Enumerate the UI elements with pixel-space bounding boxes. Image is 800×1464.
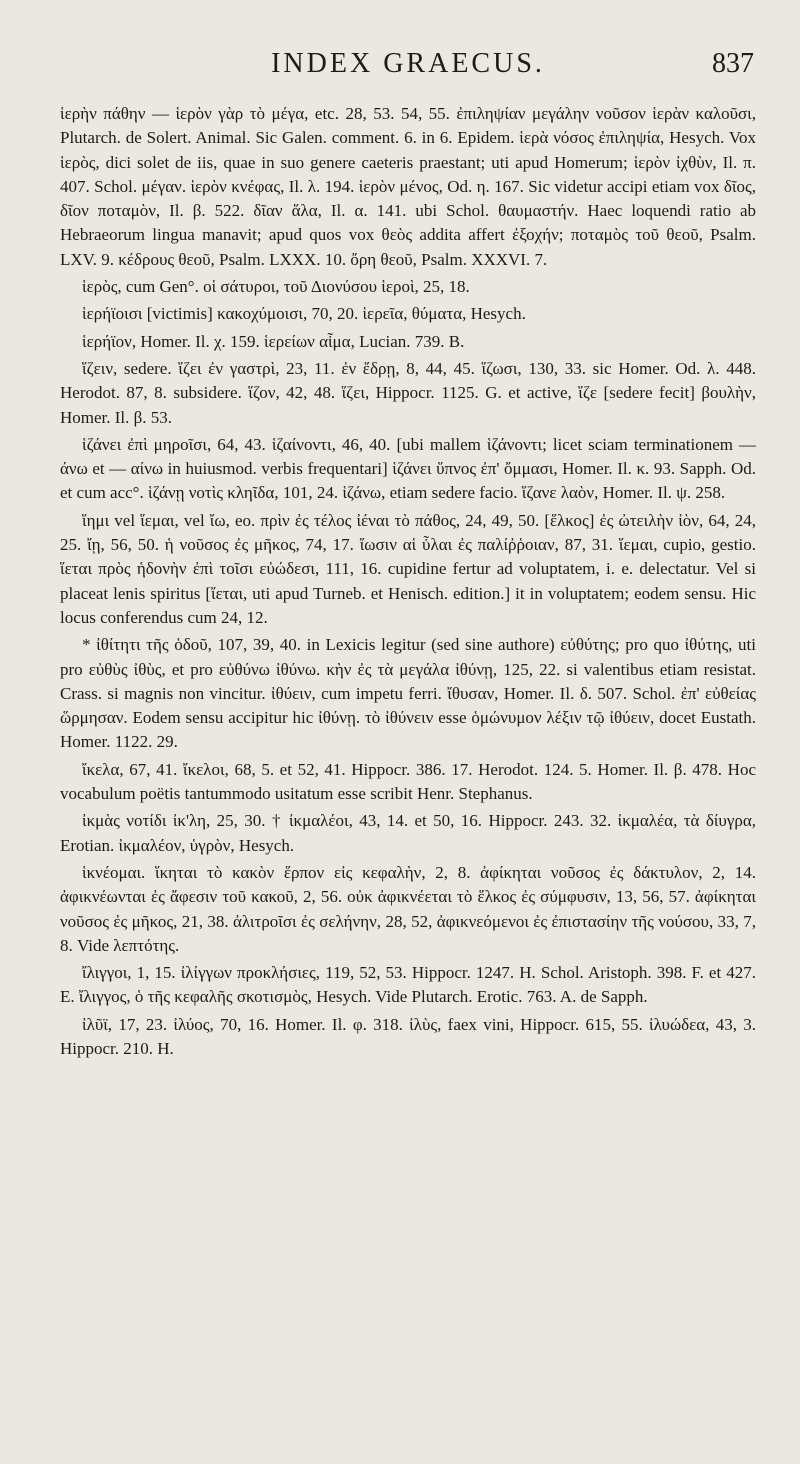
index-entry: ἴλιγγοι, 1, 15. ἰλίγγων προκλήσιες, 119, 52, 53. Hippocr. 1247. H. Schol. Aristoph. 398. F. et 427. E. ἴλιγγος, ὁ τῆς κεφαλῆς σκοτισμὸς, Hesych. Vide Plutarch. Erotic. 763. A. de Sapph.: [60, 963, 756, 1007]
index-entry: ἵζειν, sedere. ἵζει ἐν γαστρὶ, 23, 11. ἐν ἕδρῃ, 8, 44, 45. ἵζωσι, 130, 33. sic Homer. Od. λ. 448. Herodot. 87, 8. subsidere. ἵζον, 42, 48. ἵζει, Hippocr. 1125. G. et active, ἵζε [sedere fecit] βουλὴν, Homer. Il. β. 53.: [60, 358, 756, 427]
page-number: 837: [712, 48, 754, 79]
index-entry: ἱερήϊοισι [victimis] κακοχύμοισι, 70, 20. ἱερεῖα, θύματα, Hesych.: [82, 304, 526, 324]
running-header: [60, 44, 756, 90]
index-entry: ἱκνέομαι. ἵκηται τὸ κακὸν ἕρπον εἰς κεφαλὴν, 2, 8. ἀφίκηται νοῦσος ἐς δάκτυλον, 2, 14. ἀφικνέωνται ἐς ἄφεσιν τοῦ κακοῦ, 2, 56. οὐκ ἀφικνέεται τὸ ἕλκος ἐς σύμφυσιν, 13, 56, 57. ἀφίκηται νοῦσος ἐς μῆκος, 21, 38. ἀλιτροῖσι ἐς σελήνην, 28, 52, ἀφικνεόμενοι ἐς ἐπιστασίην τῆς νούσου, 33, 7, 8. Vide λεπτότης.: [60, 862, 756, 955]
index-entry: ἰκμὰς νοτίδι ἰκ'λη, 25, 30. † ἰκμαλέοι, 43, 14. et 50, 16. Hippocr. 243. 32. ἰκμαλέα, τὰ δίυγρα, Erotian. ἰκμαλέον, ὑγρὸν, Hesych.: [60, 811, 756, 855]
index-entry: ἰλῦϊ, 17, 23. ἰλύος, 70, 16. Homer. Il. φ. 318. ἰλὺς, faex vini, Hippocr. 615, 55. ἰλυώδεα, 43, 3. Hippocr. 210. H.: [60, 1014, 756, 1058]
index-entry: ἱζάνει ἐπὶ μηροῖσι, 64, 43. ἱζαίνοντι, 46, 40. [ubi mallem ἱζάνοντι; licet sciam terminationem — άνω et — αίνω in huiusmod. verbis frequentari] ἱζάνει ὕπνος ἐπ' ὄμμασι, Homer. Il. κ. 93. Sapph. Od. et cum acc°. ἱζάνῃ νοτὶς κληῖδα, 101, 24. ἱζάνω, etiam sedere facio. ἵζανε λαὸν, Homer. Il. ψ. 258.: [60, 434, 756, 503]
index-entries: [60, 102, 756, 1061]
index-entry: ἵημι vel ἵεμαι, vel ἴω, eo. πρὶν ἐς τέλος ἰέναι τὸ πάθος, 24, 49, 50. [ἕλκος] ἐς ὠτειλὴν ἰὸν, 64, 24, 25. ἴῃ, 56, 50. ἡ νοῦσος ἐς μῆκος, 74, 17. ἴωσιν αἱ ὗλαι ἐς παλίῤῥοιαν, 87, 31. ἵεμαι, cupio, gestio. ἵεται πρὸς ἡδονὴν ἐπὶ τοῖσι εὐώδεσι, 111, 16. cupidine fertur ad voluptatem, i. e. delectatur. Vel si placeat lenis spiritus [ἴεται, uti apud Turneb. et Henisch. edition.] it in voluptatem; eodem sensu. Hic locus conferendus cum 24, 12.: [60, 510, 756, 627]
index-entry: ἱερὸς, cum Gen°. οἱ σάτυροι, τοῦ Διονύσου ἱεροὶ, 25, 18.: [82, 277, 470, 297]
index-title: INDEX GRAECUS.: [271, 48, 545, 79]
index-entry: ἱερὴν πάθην — ἱερὸν γὰρ τὸ μέγα, etc. 28, 53. 54, 55. ἐπιληψίαν μεγάλην νοῦσον ἱερὰν καλοῦσι, Plutarch. de Solert. Animal. Sic Galen. comment. 6. in 6. Epidem. ἱερὰ νόσος ἐπιληψία, Hesych. Vox ἱερὸς, dici solet de iis, quae in suo genere caeteris praestant; uti apud Homerum; ἱερὸν ἰχθὺν, Il. π. 407. Schol. μέγαν. ἱερὸν κνέφας, Il. λ. 194. ἱερὸν μένος, Od. η. 167. Sic videtur accipi etiam vox δῖος, δῖον ποταμὸν, Il. β. 522. δῖαν ἅλα, Il. α. 141. ubi Schol. θαυμαστήν. Haec loquendi ratio ab Hebraeorum lingua manavit; apud quos vox θεὸς addita affert ἐξοχήν; ποταμὸς τοῦ θεοῦ, Psalm. LXV. 9. κέδρους θεοῦ, Psalm. LXXX. 10. ὄρη θεοῦ, Psalm. XXXVI. 7.: [60, 104, 756, 269]
index-entry: ἱερήϊον, Homer. Il. χ. 159. ἱερείων αἷμα, Lucian. 739. B.: [82, 331, 465, 351]
index-entry: * ἰθίτητι τῆς ὁδοῦ, 107, 39, 40. in Lexicis legitur (sed sine authore) εὐθύτης; pro quo ἰθύτης, uti pro εὐθὺς ἰθὺς, et pro εὐθύνω ἰθύνω. κὴν ἐς τὰ μεγάλα ἰθύνῃ, 125, 22. si valentibus etiam resistat. Crass. si magnis non vincitur. ἰθύειν, cum impetu ferri. ἴθυσαν, Homer. Il. δ. 507. Schol. ἐπ' εὐθείας ὥρμησαν. Eodem sensu accipitur hic ἰθύνῃ. τὸ ἰθύνειν esse ὁμώνυμον λέξιν τῷ ἰθύειν, docet Eustath. Homer. 1122. 29.: [60, 635, 756, 752]
index-entry: ἴκελα, 67, 41. ἴκελοι, 68, 5. et 52, 41. Hippocr. 386. 17. Herodot. 124. 5. Homer. Il. β. 478. Hoc vocabulum poëtis tantummodo usitatum esse scribit Henr. Stephanus.: [60, 759, 756, 804]
